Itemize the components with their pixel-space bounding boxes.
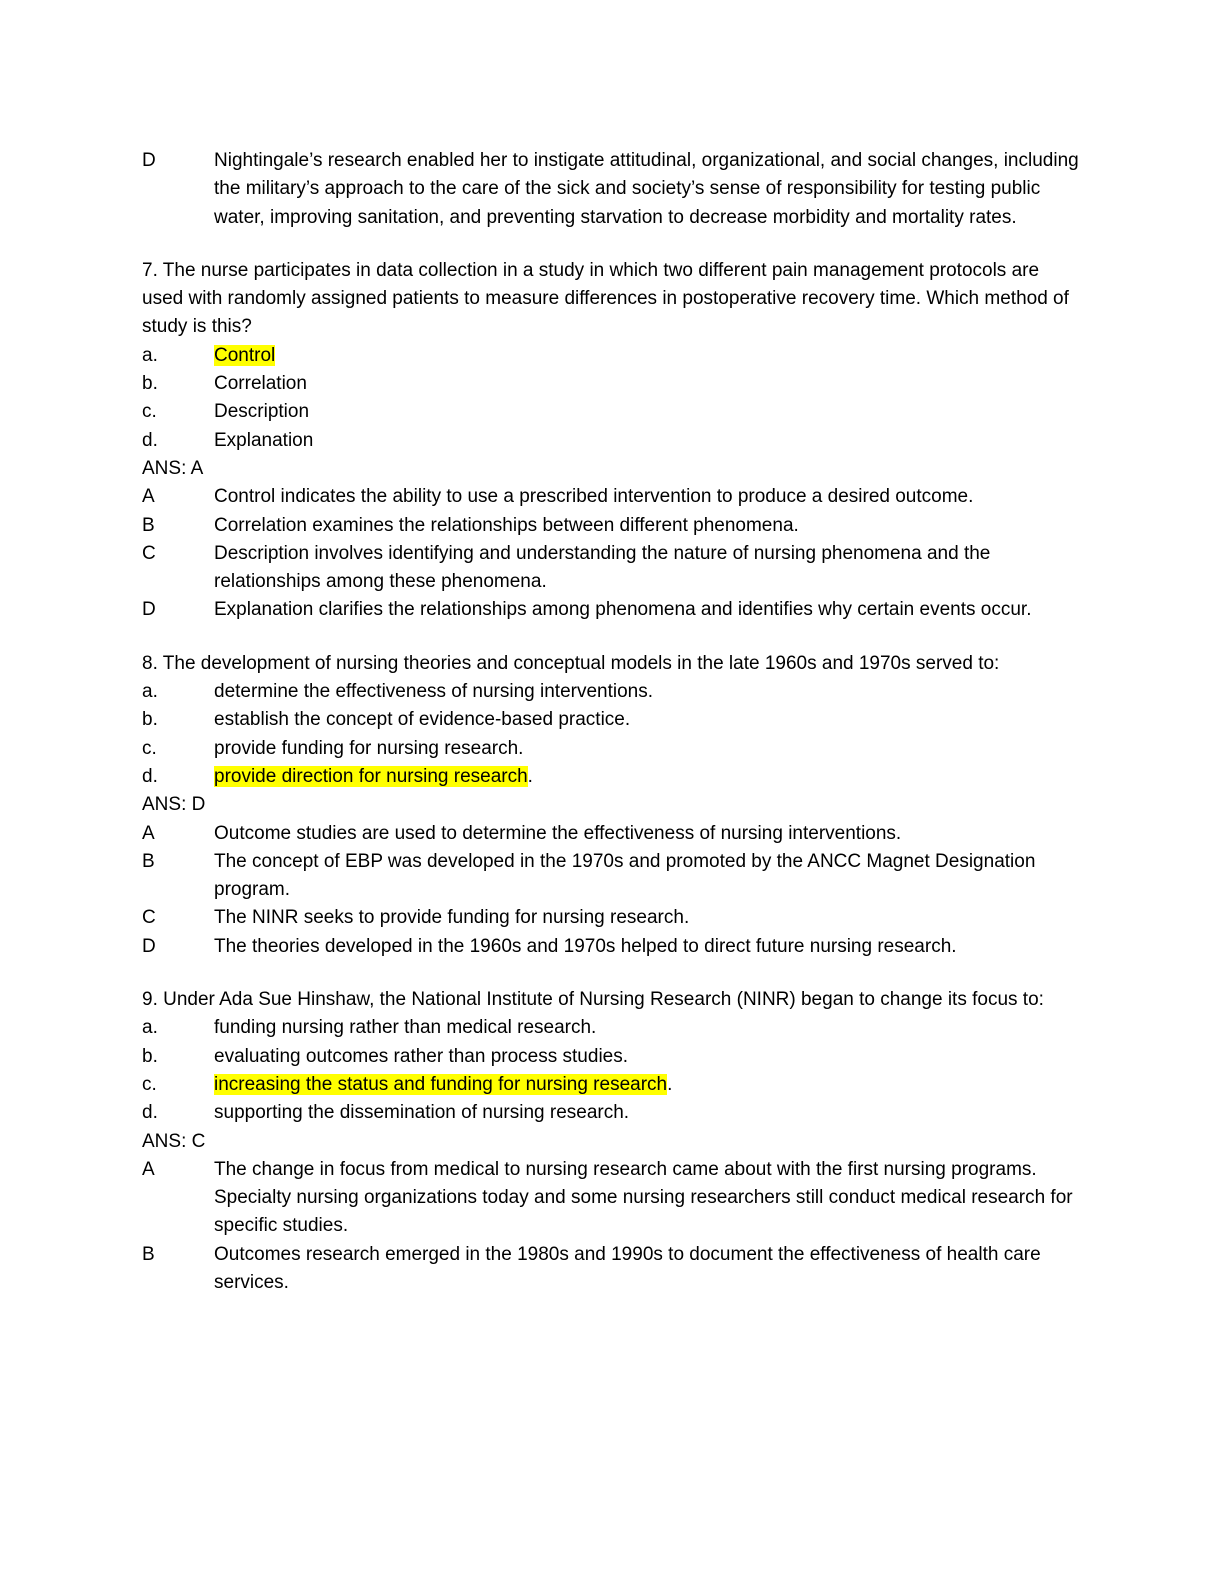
rationale-row	[142, 1241, 1082, 1298]
option-text: funding nursing rather than medical research.	[214, 1017, 597, 1039]
option-label: b.	[142, 373, 158, 395]
rationale-text: Control indicates the ability to use a prescribed intervention to produce a desired outcome.	[214, 486, 974, 508]
option-label: a.	[142, 344, 158, 366]
rationale-label: D	[142, 599, 156, 621]
answer-key: ANS: A	[142, 457, 204, 479]
rationale-row	[142, 848, 1082, 905]
rationale-row	[142, 1156, 1082, 1241]
option-b	[142, 706, 1082, 734]
highlighted-answer: increasing the status and funding for nursing research	[214, 1073, 668, 1095]
option-a	[142, 342, 1082, 370]
option-label: b.	[142, 1045, 158, 1067]
rationale-text: The change in focus from medical to nursing research came about with the first nursing programs. Specialty nursing organizations today and some nursing researchers still conduct medical research for specific studies.	[214, 1158, 1073, 1237]
option-suffix: .	[667, 1073, 673, 1095]
option-text: evaluating outcomes rather than process studies.	[214, 1045, 629, 1067]
answer-key: ANS: D	[142, 794, 206, 816]
option-c	[142, 398, 1082, 426]
highlighted-answer: provide direction for nursing research	[214, 765, 528, 787]
rationale-label: A	[142, 486, 155, 508]
rationale-text: Explanation clarifies the relationships among phenomena and identifies why certain events occur.	[214, 599, 1032, 621]
option-text: Explanation	[214, 429, 314, 451]
highlighted-answer: Control	[214, 344, 276, 366]
rationale-row	[142, 596, 1082, 624]
option-suffix: .	[527, 765, 533, 787]
rationale-text: Correlation examines the relationships between different phenomena.	[214, 514, 799, 536]
rationale-text: The concept of EBP was developed in the 1970s and promoted by the ANCC Magnet Designation program.	[214, 850, 1036, 901]
option-b	[142, 370, 1082, 398]
rationale-text: Outcome studies are used to determine the effectiveness of nursing interventions.	[214, 822, 902, 844]
rationale-label: D	[142, 935, 156, 957]
option-b	[142, 1043, 1082, 1071]
rationale-row	[142, 904, 1082, 932]
option-label: a.	[142, 681, 158, 703]
rationale-label: A	[142, 1158, 155, 1180]
rationale-label: B	[142, 514, 155, 536]
option-label: c.	[142, 737, 157, 759]
rationale-text: Outcomes research emerged in the 1980s and 1990s to document the effectiveness of health care services.	[214, 1243, 1041, 1293]
rationale-text: Nightingale’s research enabled her to instigate attitudinal, organizational, and social changes, including the military’s approach to the care of the sick and society’s sense of responsibility for testing public water, improving sanitation, and preventing starvation to decrease morbidity and mortality rates.	[214, 150, 1079, 228]
option-text: Description	[214, 401, 310, 423]
option-c	[142, 735, 1082, 763]
option-label: d.	[142, 765, 158, 787]
question-9-stem: 9. Under Ada Sue Hinshaw, the National Institute of Nursing Research (NINR) began to change its focus to:	[142, 989, 1044, 1011]
option-text: provide funding for nursing research.	[214, 737, 524, 759]
rationale-row	[142, 820, 1082, 848]
rationale-label: A	[142, 822, 155, 844]
rationale-text: Description involves identifying and understanding the nature of nursing phenomena and the relationships among these phenomena.	[214, 542, 991, 593]
rationale-label: C	[142, 542, 156, 564]
question-8-stem: 8. The development of nursing theories and conceptual models in the late 1960s and 1970s served to:	[142, 652, 1000, 674]
option-d	[142, 1099, 1082, 1127]
option-text: supporting the dissemination of nursing research.	[214, 1102, 630, 1124]
option-label: c.	[142, 401, 157, 423]
question-7-stem: 7. The nurse participates in data collection in a study in which two different pain management protocols are used with randomly assigned patients to measure differences in postoperative recovery time. Which method of study is this?	[142, 259, 1069, 338]
rationale-label: D	[142, 150, 156, 171]
rationale-label: B	[142, 1243, 155, 1265]
option-a	[142, 1014, 1082, 1042]
rationale-row	[142, 147, 1082, 232]
option-text: establish the concept of evidence-based practice.	[214, 709, 631, 731]
option-label: d.	[142, 1102, 158, 1124]
rationale-text: The NINR seeks to provide funding for nursing research.	[214, 907, 690, 929]
option-a	[142, 678, 1082, 706]
rationale-row	[142, 540, 1082, 597]
option-d	[142, 427, 1082, 455]
rationale-label: B	[142, 850, 155, 872]
rationale-text: The theories developed in the 1960s and 1970s helped to direct future nursing research.	[214, 935, 957, 957]
option-d	[142, 763, 1082, 791]
option-label: c.	[142, 1073, 157, 1095]
rationale-row	[142, 933, 1082, 961]
rationale-label: C	[142, 907, 156, 929]
option-text: Correlation	[214, 373, 307, 395]
option-label: d.	[142, 429, 158, 451]
rationale-row	[142, 483, 1082, 511]
page-content	[142, 147, 1082, 1297]
answer-key: ANS: C	[142, 1130, 206, 1152]
option-text: determine the effectiveness of nursing interventions.	[214, 681, 654, 703]
option-c	[142, 1071, 1082, 1099]
option-label: b.	[142, 709, 158, 731]
rationale-row	[142, 512, 1082, 540]
option-label: a.	[142, 1017, 158, 1039]
